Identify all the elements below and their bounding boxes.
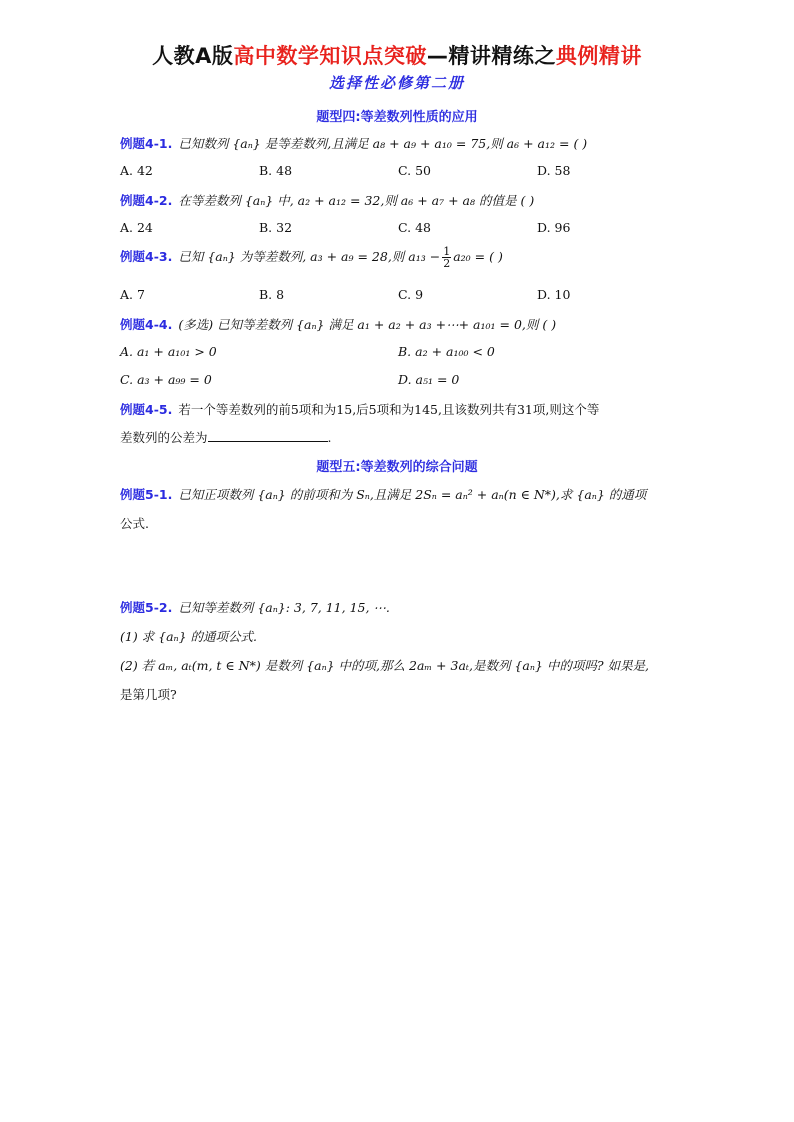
fraction-one-half: [442, 246, 451, 269]
option-d: D. 58: [537, 163, 571, 178]
option-a: A. 7: [120, 287, 145, 302]
question-text-period: .: [327, 430, 332, 445]
option-b: B. 8: [259, 287, 285, 302]
question-label: 例题4-1.: [120, 136, 173, 151]
option-c: C. 50: [398, 163, 431, 178]
option-d: D. 10: [537, 287, 571, 302]
question-text-line-1: 已知正项数列 {aₙ} 的前项和为 Sₙ,且满足 2Sₙ = aₙ² + aₙ(n ∈ N*),求 {aₙ} 的通项: [178, 487, 647, 502]
option-a: A. 24: [120, 220, 153, 235]
option-b: B. 32: [259, 220, 293, 235]
question-5-2: [120, 598, 390, 616]
question-text: 在等差数列 {aₙ} 中, a₂ + a₁₂ = 32,则 a₆ + a₇ + a₈ 的值是 ( ): [178, 193, 535, 208]
question-5-2-part-1: (1) 求 {aₙ} 的通项公式.: [120, 629, 258, 644]
title-part-1: 人教A版: [152, 44, 234, 68]
question-5-2-part-2: (2) 若 aₘ, aₜ(m, t ∈ N*) 是数列 {aₙ} 中的项,那么 2aₘ + 3aₜ,是数列 {aₙ} 中的项吗? 如果是,: [120, 658, 649, 673]
question-label: 例题5-1.: [120, 487, 173, 502]
title-part-4: 典例精讲: [555, 44, 642, 68]
option-c: C. 48: [398, 220, 431, 235]
option-a: A. a₁ + a₁₀₁ > 0: [120, 344, 217, 359]
fraction-numerator: 1: [443, 245, 451, 258]
question-text-line-1: 若一个等差数列的前5项和为15,后5项和为145,且该数列共有31项,则这个等: [178, 402, 600, 417]
question-4-3: [120, 246, 503, 269]
option-b: B. a₂ + a₁₀₀ < 0: [398, 344, 495, 359]
option-d: D. a₅₁ = 0: [398, 372, 460, 387]
question-text-line-2: 差数列的公差为: [120, 430, 208, 445]
option-d: D. 96: [537, 220, 571, 235]
question-4-4: [120, 315, 556, 333]
question-text: 已知数列 {aₙ} 是等差数列,且满足 a₈ + a₉ + a₁₀ = 75,则 a₆ + a₁₂ = ( ): [178, 136, 588, 151]
question-label: 例题5-2.: [120, 600, 173, 615]
question-text-before: 已知 {aₙ} 为等差数列, a₃ + a₉ = 28,则 a₁₃ −: [178, 249, 441, 264]
page-subtitle: 选择性必修第二册: [328, 74, 465, 92]
question-label: 例题4-3.: [120, 249, 173, 264]
question-5-2-part-2-cont: 是第几项?: [120, 687, 177, 702]
title-part-3: —精讲精练之: [426, 44, 556, 68]
option-b: B. 48: [259, 163, 293, 178]
page-title: [0, 40, 794, 70]
question-4-2: [120, 191, 534, 209]
question-4-1: [120, 134, 587, 152]
question-text-line-1: 已知等差数列 {aₙ}: 3, 7, 11, 15, ⋯.: [178, 600, 390, 615]
answer-blank[interactable]: [208, 429, 328, 442]
question-5-1: [120, 485, 646, 503]
fraction-denominator: 2: [443, 257, 451, 270]
title-part-2: 高中数学知识点突破: [233, 44, 427, 68]
question-label: 例题4-4.: [120, 317, 173, 332]
option-c: C. 9: [398, 287, 424, 302]
question-text: (多选) 已知等差数列 {aₙ} 满足 a₁ + a₂ + a₃ +⋯+ a₁₀₁ = 0,则 ( ): [178, 317, 557, 332]
question-4-5-line-2: [120, 428, 332, 446]
question-5-1-line-2: 公式.: [120, 516, 149, 531]
question-label: 例题4-2.: [120, 193, 173, 208]
question-label: 例题4-5.: [120, 402, 173, 417]
section-heading-4: 题型四:等差数列性质的应用: [316, 110, 478, 125]
question-4-5: [120, 400, 599, 418]
option-a: A. 42: [120, 163, 153, 178]
section-heading-5: 题型五:等差数列的综合问题: [316, 460, 478, 475]
option-c: C. a₃ + a₉₉ = 0: [120, 372, 212, 387]
question-text-after: a₂₀ = ( ): [453, 249, 503, 264]
